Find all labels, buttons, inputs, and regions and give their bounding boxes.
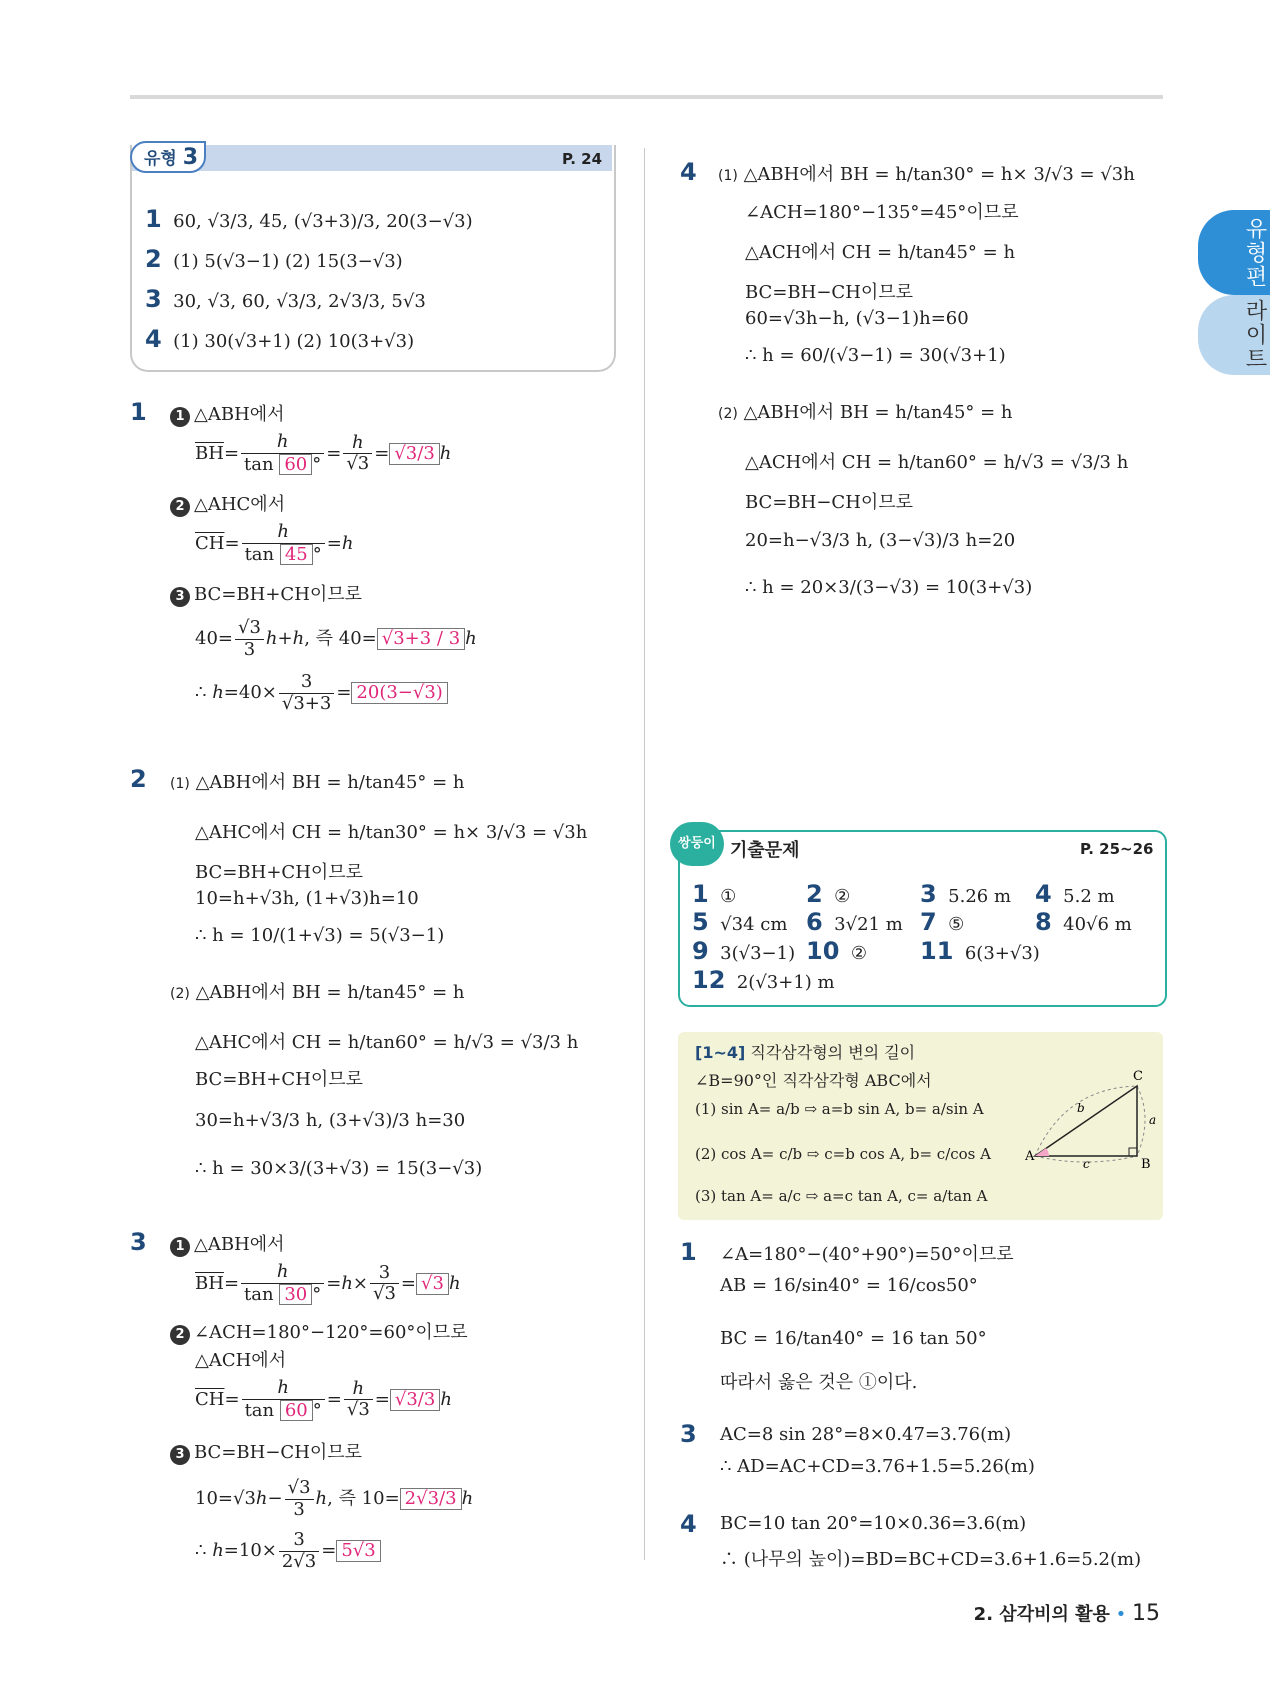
sol4-e8: △ACH에서 CH = h/tan60° = h/√3 = √3/3 h xyxy=(745,452,1129,473)
sol2-eq7: △AHC에서 CH = h/tan60° = h/√3 = √3/3 h xyxy=(195,1032,579,1053)
exam-sol3-number: 3 xyxy=(680,1420,697,1448)
sol4-e1: (1) △ABH에서 BH = h/tan30° = h× 3/√3 = √3h xyxy=(718,164,1135,185)
page-number: 15 xyxy=(1132,1601,1160,1626)
sol2-eq2: △AHC에서 CH = h/tan30° = h× 3/√3 = √3h xyxy=(195,822,588,843)
tip-line1: (1) sin A= a/b ⇨ a=b sin A, b= a/sin A xyxy=(695,1100,984,1118)
blank-tan: 60 xyxy=(280,1400,313,1422)
sol4-number: 4 xyxy=(680,158,697,186)
sol2-eq6: (2) △ABH에서 BH = h/tan45° = h xyxy=(170,982,465,1003)
sol1-step2-text: △AHC에서 xyxy=(194,494,286,515)
sol3-step2: 2 ∠ACH=180°−120°=60°이므로 xyxy=(170,1318,468,1345)
exam-sol1-number: 1 xyxy=(680,1238,697,1266)
answer-row-2 xyxy=(145,245,403,273)
sol3-step3: 3 BC=BH−CH이므로 xyxy=(170,1438,362,1465)
sol3-step2b: △ACH에서 xyxy=(195,1350,287,1371)
exam-item: 9 3(√3−1) xyxy=(692,937,796,965)
sol1-bh-eq: $\overline{BH}=$ $\frac{h}{\tan 60 ^\circ}$ = $\frac{h}{√3}$ = √3/3 h xyxy=(195,431,452,475)
sol1-step3: 3 BC=BH+CH이므로 xyxy=(170,580,362,607)
exam-item: 11 6(3+√3) xyxy=(920,937,1040,965)
tip-line0: ∠B=90°인 직각삼각형 ABC에서 xyxy=(695,1071,932,1090)
sol4-e6: ∴ h = 60/(√3−1) = 30(√3+1) xyxy=(745,345,1006,366)
blank-tan: 30 xyxy=(279,1284,312,1306)
tip-line2: (2) cos A= c/b ⇨ c=b cos A, b= c/cos A xyxy=(695,1145,991,1163)
exam-sol4-number: 4 xyxy=(680,1510,697,1538)
sol3-number: 3 xyxy=(130,1228,147,1256)
answer-text: 60, √3/3, 45, (√3+3)/3, 20(3−√3) xyxy=(173,211,473,232)
exam-sol1-l4: 따라서 옳은 것은 ①이다. xyxy=(720,1372,918,1393)
exam-item: 8 40√6 m xyxy=(1035,908,1132,936)
sol3-ch-eq: $\overline{CH}=$ $\frac{h}{\tan 60 ^\circ}$ = $\frac{h}{√3}$ = √3/3 h xyxy=(195,1377,452,1421)
answer-text: 30, √3, 60, √3/3, 2√3/3, 5√3 xyxy=(173,291,426,312)
tab-type-label: 유형편 xyxy=(1242,216,1267,289)
answer-row-4 xyxy=(145,325,414,353)
footer-bullet: • xyxy=(1115,1604,1127,1625)
exam-item: 12 2(√3+1) m xyxy=(692,966,835,994)
sol4-e9: BC=BH−CH이므로 xyxy=(745,492,914,513)
sol1-step2: 2 △AHC에서 xyxy=(170,490,285,517)
exam-sol1-l1: ∠A=180°−(40°+90°)=50°이므로 xyxy=(720,1244,1014,1265)
sol4-e7: (2) △ABH에서 BH = h/tan45° = h xyxy=(718,402,1013,423)
sol1-step1-text: △ABH에서 xyxy=(194,404,285,425)
sol4-e5: 60=√3h−h, (√3−1)h=60 xyxy=(745,308,969,329)
sol1-eq5: ∴ h=40× $\frac{3}{√3+3}$ = 20(3−√3) xyxy=(195,672,448,714)
sol1-step3-text: BC=BH+CH이므로 xyxy=(194,584,363,605)
page-footer xyxy=(974,1600,1160,1626)
answer-text: (1) 30(√3+1) (2) 10(3+√3) xyxy=(173,331,415,352)
vertex-a: A xyxy=(1025,1149,1035,1164)
exam-item: 6 3√21 m xyxy=(806,908,903,936)
exam-item: 10 ② xyxy=(806,937,867,965)
sol4-e11: ∴ h = 20×3/(3−√3) = 10(3+√3) xyxy=(745,577,1033,598)
tip-line3: (3) tan A= a/c ⇨ a=c tan A, c= a/tan A xyxy=(695,1187,988,1205)
sol4-e2: ∠ACH=180°−135°=45°이므로 xyxy=(745,202,1019,223)
vertex-b: B xyxy=(1141,1157,1151,1168)
exam-badge: 쌍둥이 xyxy=(670,822,724,866)
sol1-step1: 1 △ABH에서 xyxy=(170,400,285,427)
sol2-eq9: 30=h+√3/3 h, (3+√3)/3 h=30 xyxy=(195,1110,466,1131)
blank-answer: √3+3 / 3 xyxy=(377,628,465,650)
answer-num: 2 xyxy=(145,245,162,273)
side-a: a xyxy=(1149,1113,1157,1127)
tab-lite[interactable] xyxy=(1198,295,1270,375)
sol2-eq1: (1) △ABH에서 BH = h/tan45° = h xyxy=(170,772,465,793)
exam-sol4-l2: ∴ (나무의 높이)=BD=BC+CD=3.6+1.6=5.2(m) xyxy=(720,1549,1142,1570)
exam-item: 2 ② xyxy=(806,880,851,908)
sol3-eq4: 10=√3h− $\frac{√3}{3}$ h, 즉 10= 2√3/3 h xyxy=(195,1477,474,1520)
exam-sol3-l1: AC=8 sin 28°=8×0.47=3.76(m) xyxy=(720,1424,1012,1445)
blank-tan: 60 xyxy=(279,454,312,476)
blank-tan: 45 xyxy=(280,544,313,566)
blank-answer: √3/3 xyxy=(390,1389,440,1411)
answer-num: 3 xyxy=(145,285,162,313)
sol2-eq10: ∴ h = 30×3/(3+√3) = 15(3−√3) xyxy=(195,1158,483,1179)
type-number: 3 xyxy=(182,145,199,170)
answer-row-1 xyxy=(145,205,473,233)
vertex-c: C xyxy=(1133,1069,1143,1084)
sol1-eq4: 40= $\frac{√3}{3}$ h+h, 즉 40= √3+3 / 3 h xyxy=(195,617,477,660)
exam-sol4-l1: BC=10 tan 20°=10×0.36=3.6(m) xyxy=(720,1513,1027,1534)
sol3-eq5: ∴ h=10× $\frac{3}{2√3}$ = 5√3 xyxy=(195,1530,381,1572)
type-label: 유형 xyxy=(144,149,177,169)
sol4-e3: △ACH에서 CH = h/tan45° = h xyxy=(745,242,1016,263)
blank-answer: √3/3 xyxy=(389,443,439,465)
sol4-e4: BC=BH−CH이므로 xyxy=(745,282,914,303)
sol3-bh-eq: $\overline{BH}=$ $\frac{h}{\tan 30 ^\circ}$ =h× $\frac{3}{√3}$ = √3 h xyxy=(195,1261,461,1305)
answer-row-3 xyxy=(145,285,426,313)
exam-item: 5 √34 cm xyxy=(692,908,788,936)
sol2-eq4: 10=h+√3h, (1+√3)h=10 xyxy=(195,888,419,909)
exam-item: 4 5.2 m xyxy=(1035,880,1115,908)
tab-lite-label: 라이트 xyxy=(1242,299,1267,371)
right-triangle-diagram xyxy=(1025,1068,1160,1168)
sol2-number: 2 xyxy=(130,765,147,793)
blank-answer: √3 xyxy=(416,1273,449,1295)
sol1-ch-eq: $\overline{CH}=$ $\frac{h}{\tan 45 ^\circ}$ =h xyxy=(195,521,354,565)
side-c: c xyxy=(1083,1157,1090,1168)
blank-answer: 20(3−√3) xyxy=(351,682,447,704)
exam-sol3-l2: ∴ AD=AC+CD=3.76+1.5=5.26(m) xyxy=(720,1456,1035,1477)
side-b: b xyxy=(1077,1101,1085,1115)
exam-item: 3 5.26 m xyxy=(920,880,1012,908)
sol4-e10: 20=h−√3/3 h, (3−√3)/3 h=20 xyxy=(745,530,1016,551)
top-rule xyxy=(130,95,1163,99)
answer-num: 1 xyxy=(145,205,162,233)
sol3-step1: 1 △ABH에서 xyxy=(170,1230,285,1257)
blank-answer: 2√3/3 xyxy=(400,1488,462,1510)
sol2-eq8: BC=BH+CH이므로 xyxy=(195,1069,364,1090)
chapter-title: 2. 삼각비의 활용 xyxy=(973,1604,1110,1625)
exam-sol1-l2: AB = 16/sin40° = 16/cos50° xyxy=(720,1275,978,1296)
exam-item: 7 ⑤ xyxy=(920,908,965,936)
answer-text: (1) 5(√3−1) (2) 15(3−√3) xyxy=(173,251,403,272)
tab-type-section[interactable] xyxy=(1198,210,1270,295)
exam-page-ref: P. 25~26 xyxy=(1080,840,1154,858)
sol1-number: 1 xyxy=(130,398,147,426)
answer-num: 4 xyxy=(145,325,162,353)
column-divider xyxy=(644,148,645,1560)
exam-title: 기출문제 xyxy=(730,840,800,861)
tip-heading: [1~4] 직각삼각형의 변의 길이 xyxy=(695,1043,916,1062)
blank-answer: 5√3 xyxy=(336,1540,380,1562)
sol2-eq5: ∴ h = 10/(1+√3) = 5(√3−1) xyxy=(195,925,445,946)
page-ref: P. 24 xyxy=(562,150,603,168)
sol2-eq3: BC=BH+CH이므로 xyxy=(195,862,364,883)
exam-sol1-l3: BC = 16/tan40° = 16 tan 50° xyxy=(720,1328,987,1349)
type-tab xyxy=(130,141,206,173)
exam-item: 1 ① xyxy=(692,880,737,908)
